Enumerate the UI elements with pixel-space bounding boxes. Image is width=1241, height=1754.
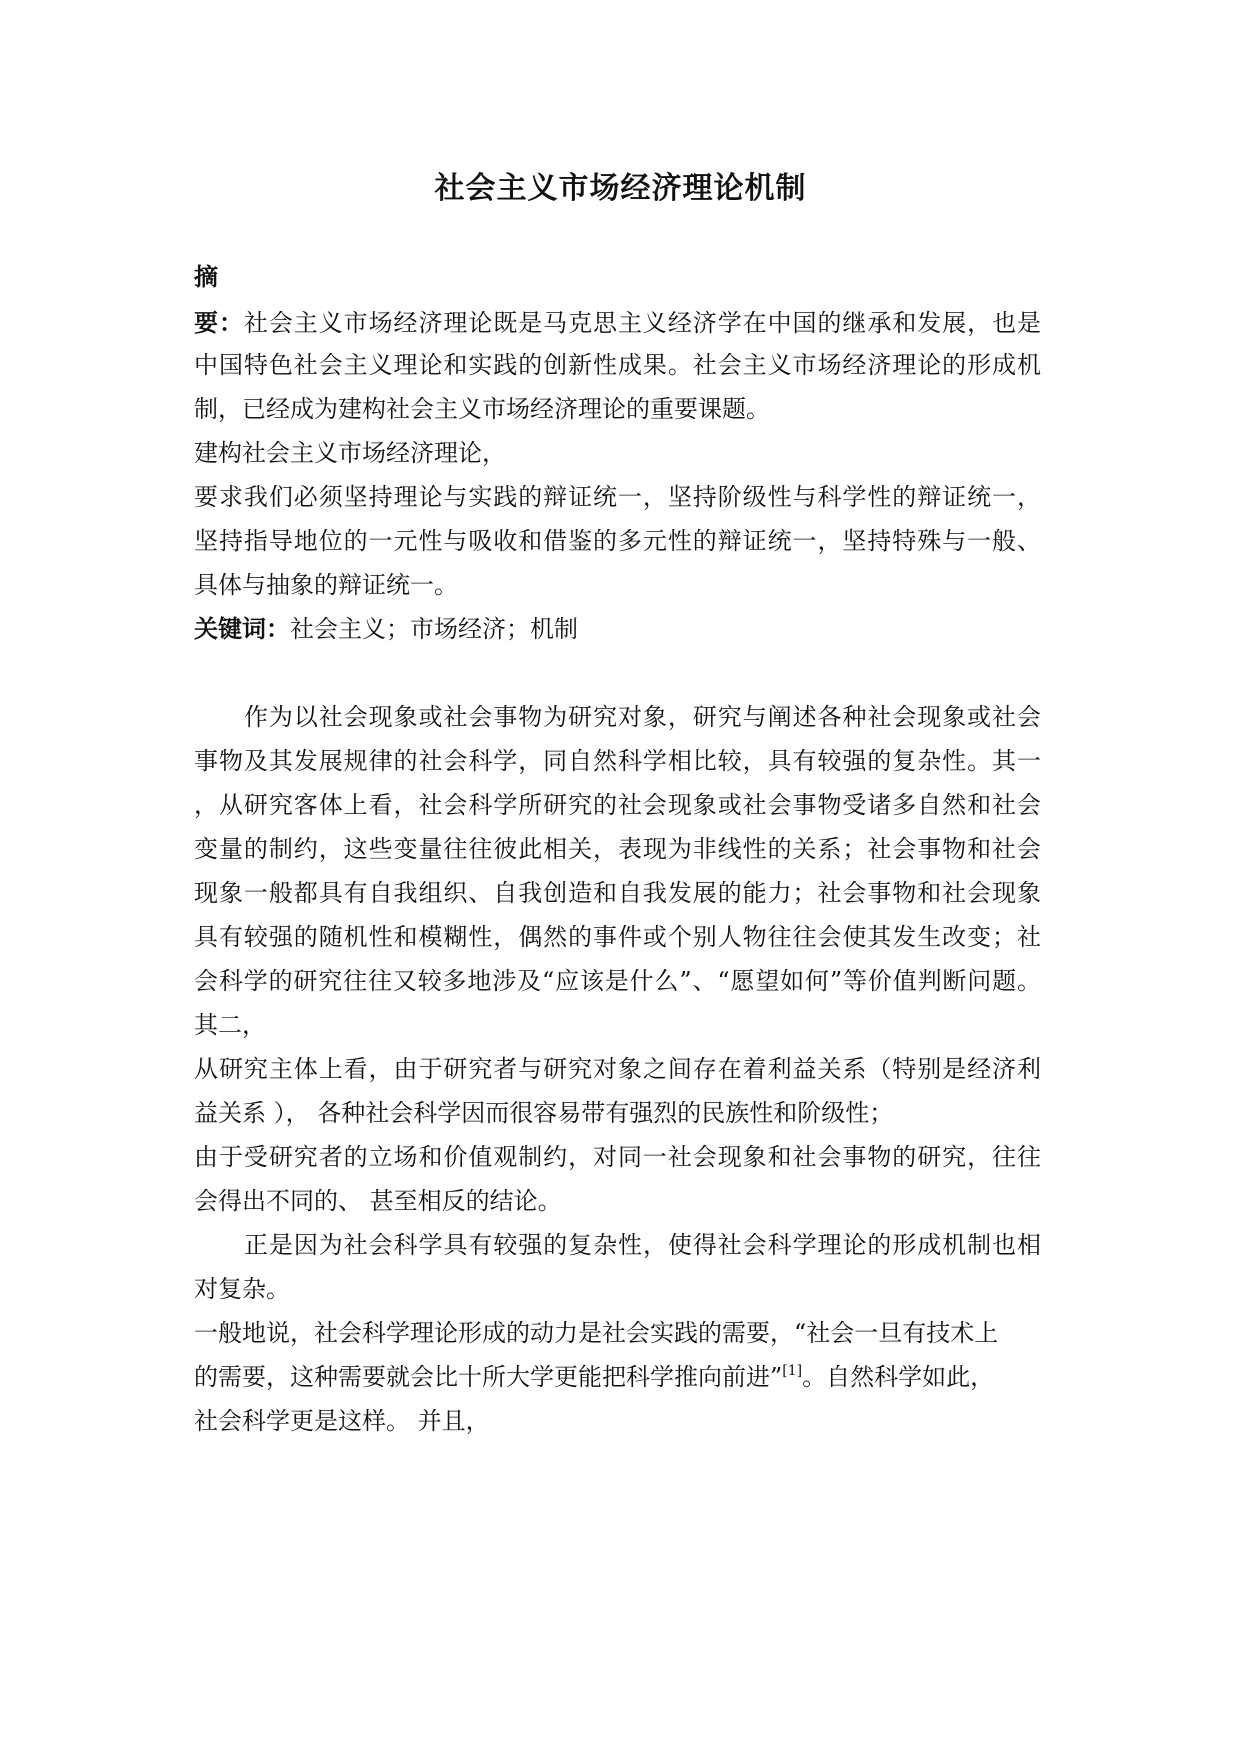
body-line: 其二， (194, 1011, 266, 1039)
abstract-line: 中国特色社会主义理论和实践的创新性成果。社会主义市场经济理论的形成机 (194, 351, 1041, 379)
keywords-text: 社会主义；市场经济；机制 (290, 615, 578, 643)
body-line: 会科学的研究往往又较多地涉及“应该是什么”、“愿望如何”等价值判断问题。 (194, 967, 1041, 995)
abstract-line: 制，已经成为建构社会主义市场经济理论的重要课题。 (194, 395, 770, 423)
body-line: 作为以社会现象或社会事物为研究对象，研究与阐述各种社会现象或社会 (244, 703, 1041, 731)
body-line: 从研究主体上看，由于研究者与研究对象之间存在着利益关系（特别是经济利 (194, 1055, 1041, 1083)
abstract-line: 坚持指导地位的一元性与吸收和借鉴的多元性的辩证统一，坚持特殊与一般、 (194, 527, 1041, 555)
quote-text-after: 。自然科学如此， (802, 1363, 995, 1391)
abstract-line: 具体与抽象的辩证统一。 (194, 571, 458, 599)
keywords-line (194, 614, 578, 644)
abstract-line: 要求我们必须坚持理论与实践的辩证统一，坚持阶级性与科学性的辩证统一， (194, 483, 1041, 511)
body-line: 会得出不同的、 甚至相反的结论。 (194, 1187, 562, 1215)
abstract-text: 社会主义市场经济理论既是马克思主义经济学在中国的继承和发展，也是 (243, 309, 1042, 337)
body-line: 由于受研究者的立场和价值观制约，对同一社会现象和社会事物的研究，往往 (194, 1143, 1041, 1171)
footnote-ref[interactable]: [1] (782, 1363, 803, 1379)
body-line: ，从研究客体上看，社会科学所研究的社会现象或社会事物受诸多自然和社会 (194, 791, 1041, 819)
document-title: 社会主义市场经济理论机制 (434, 171, 807, 206)
abstract-line (194, 308, 1041, 338)
abstract-line: 建构社会主义市场经济理论， (194, 439, 506, 467)
body-line: 一般地说，社会科学理论形成的动力是社会实践的需要，“社会一旦有技术上 (194, 1319, 999, 1347)
abstract-label-char2: 要： (194, 309, 244, 337)
body-line: 社会科学更是这样。 并且， (194, 1407, 490, 1435)
body-line: 现象一般都具有自我组织、自我创造和自我发展的能力；社会事物和社会现象 (194, 879, 1041, 907)
quote-text: 的需要，这种需要就会比十所大学更能把科学推向前进” (194, 1363, 783, 1391)
body-line: 事物及其发展规律的社会科学，同自然科学相比较，具有较强的复杂性。其一 (194, 747, 1041, 775)
body-line: 益关系 ）， 各种社会科学因而很容易带有强烈的民族性和阶级性； (194, 1099, 894, 1127)
body-line: 对复杂。 (194, 1275, 290, 1303)
abstract-label-char1: 摘 (194, 263, 218, 291)
body-line: 具有较强的随机性和模糊性，偶然的事件或个别人物往往会使其发生改变；社 (194, 923, 1041, 951)
body-line: 变量的制约，这些变量往往彼此相关，表现为非线性的关系；社会事物和社会 (194, 835, 1041, 863)
keywords-label: 关键词： (194, 615, 290, 643)
body-line: 正是因为社会科学具有较强的复杂性，使得社会科学理论的形成机制也相 (244, 1231, 1041, 1259)
body-line (194, 1362, 994, 1392)
